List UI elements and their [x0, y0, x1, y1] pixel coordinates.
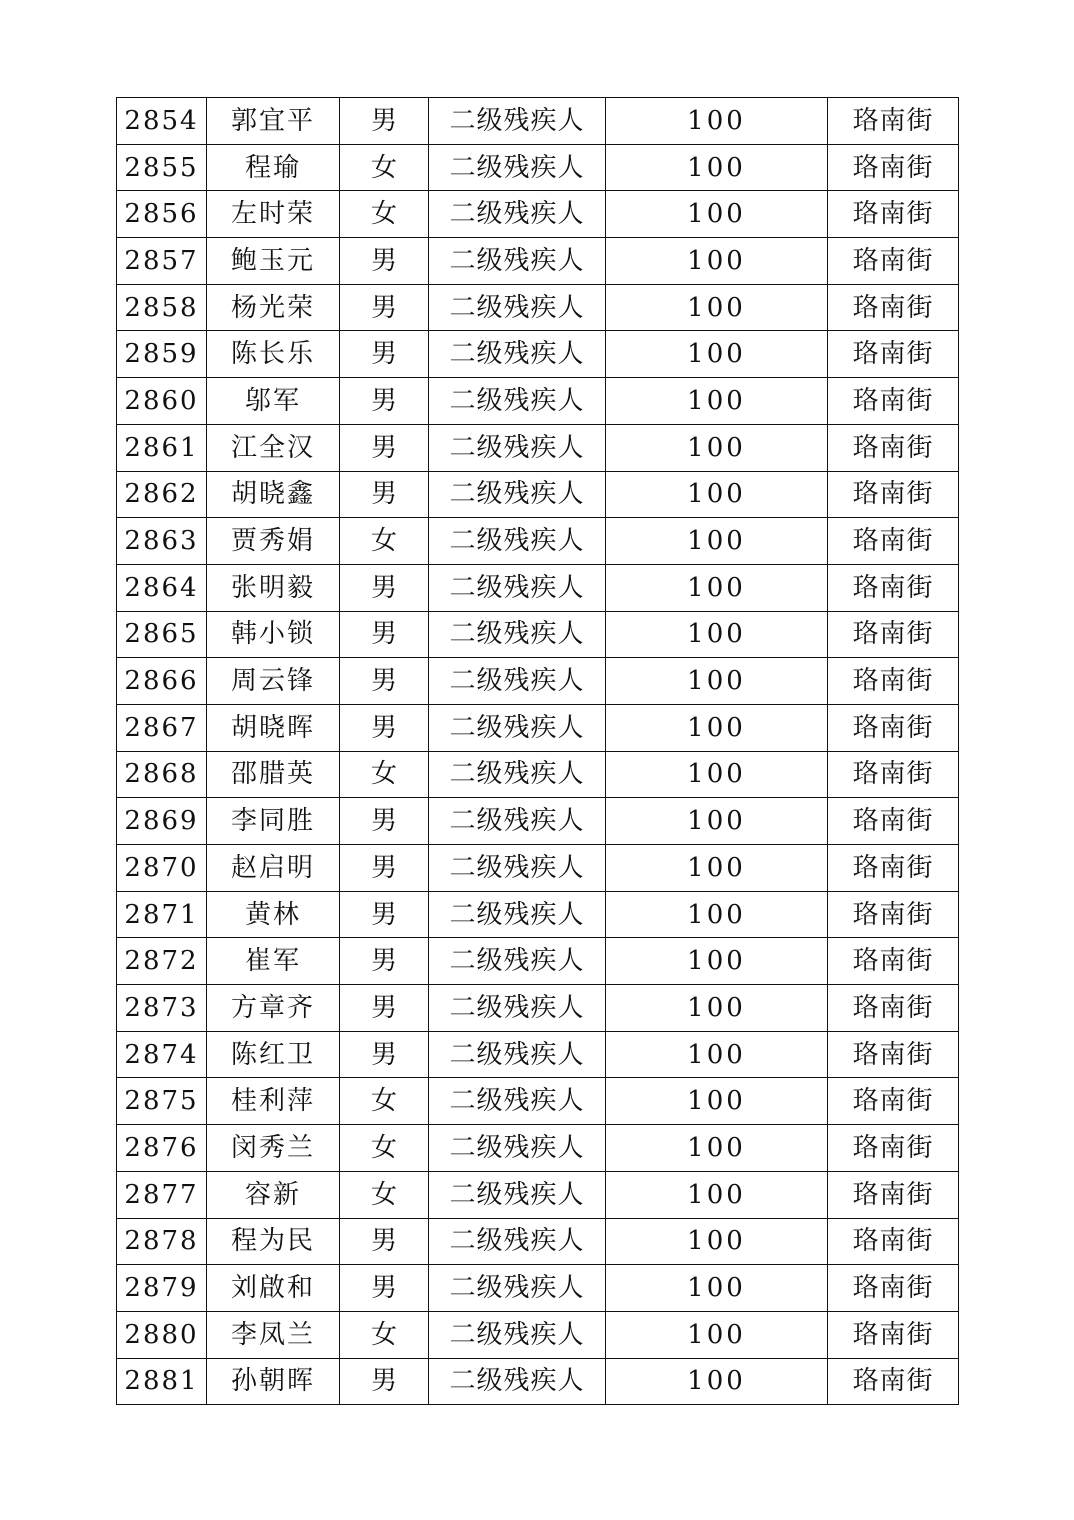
amount-cell: 100	[606, 751, 828, 798]
disability-level-cell: 二级残疾人	[429, 331, 606, 378]
name-cell: 赵启明	[207, 845, 340, 892]
table-row	[117, 331, 959, 378]
gender-cell: 男	[340, 798, 429, 845]
street-cell: 珞南街	[828, 891, 959, 938]
street-cell: 珞南街	[828, 378, 959, 425]
disability-level-cell: 二级残疾人	[429, 1265, 606, 1312]
gender-cell: 男	[340, 704, 429, 751]
disability-level-cell: 二级残疾人	[429, 1125, 606, 1172]
table-row	[117, 378, 959, 425]
amount-cell: 100	[606, 331, 828, 378]
roster-table-body	[117, 98, 959, 1405]
gender-cell: 男	[340, 564, 429, 611]
amount-cell: 100	[606, 658, 828, 705]
disability-level-cell: 二级残疾人	[429, 471, 606, 518]
disability-level-cell: 二级残疾人	[429, 564, 606, 611]
row-number-cell: 2872	[117, 938, 207, 985]
disability-level-cell: 二级残疾人	[429, 1358, 606, 1405]
street-cell: 珞南街	[828, 611, 959, 658]
gender-cell: 男	[340, 331, 429, 378]
amount-cell: 100	[606, 191, 828, 238]
name-cell: 李同胜	[207, 798, 340, 845]
name-cell: 郭宜平	[207, 98, 340, 145]
street-cell: 珞南街	[828, 1265, 959, 1312]
street-cell: 珞南街	[828, 238, 959, 285]
amount-cell: 100	[606, 378, 828, 425]
gender-cell: 男	[340, 1218, 429, 1265]
street-cell: 珞南街	[828, 985, 959, 1032]
row-number-cell: 2865	[117, 611, 207, 658]
street-cell: 珞南街	[828, 518, 959, 565]
disability-level-cell: 二级残疾人	[429, 1078, 606, 1125]
table-row	[117, 144, 959, 191]
gender-cell: 男	[340, 891, 429, 938]
gender-cell: 男	[340, 424, 429, 471]
gender-cell: 男	[340, 658, 429, 705]
disability-level-cell: 二级残疾人	[429, 798, 606, 845]
amount-cell: 100	[606, 704, 828, 751]
gender-cell: 男	[340, 471, 429, 518]
amount-cell: 100	[606, 891, 828, 938]
row-number-cell: 2867	[117, 704, 207, 751]
street-cell: 珞南街	[828, 1358, 959, 1405]
street-cell: 珞南街	[828, 845, 959, 892]
name-cell: 方章齐	[207, 985, 340, 1032]
disability-level-cell: 二级残疾人	[429, 144, 606, 191]
gender-cell: 男	[340, 1358, 429, 1405]
amount-cell: 100	[606, 985, 828, 1032]
gender-cell: 女	[340, 1311, 429, 1358]
name-cell: 李凤兰	[207, 1311, 340, 1358]
amount-cell: 100	[606, 564, 828, 611]
name-cell: 陈长乐	[207, 331, 340, 378]
name-cell: 刘啟和	[207, 1265, 340, 1312]
name-cell: 桂利萍	[207, 1078, 340, 1125]
gender-cell: 男	[340, 845, 429, 892]
table-row	[117, 471, 959, 518]
disability-level-cell: 二级残疾人	[429, 985, 606, 1032]
street-cell: 珞南街	[828, 284, 959, 331]
name-cell: 容新	[207, 1171, 340, 1218]
amount-cell: 100	[606, 144, 828, 191]
name-cell: 邵腊英	[207, 751, 340, 798]
gender-cell: 男	[340, 938, 429, 985]
street-cell: 珞南街	[828, 424, 959, 471]
row-number-cell: 2876	[117, 1125, 207, 1172]
row-number-cell: 2870	[117, 845, 207, 892]
name-cell: 贾秀娟	[207, 518, 340, 565]
street-cell: 珞南街	[828, 798, 959, 845]
amount-cell: 100	[606, 1265, 828, 1312]
name-cell: 崔军	[207, 938, 340, 985]
name-cell: 孙朝晖	[207, 1358, 340, 1405]
table-row	[117, 611, 959, 658]
table-row	[117, 1171, 959, 1218]
street-cell: 珞南街	[828, 658, 959, 705]
table-row	[117, 938, 959, 985]
amount-cell: 100	[606, 284, 828, 331]
row-number-cell: 2855	[117, 144, 207, 191]
gender-cell: 女	[340, 1125, 429, 1172]
amount-cell: 100	[606, 798, 828, 845]
disability-level-cell: 二级残疾人	[429, 284, 606, 331]
name-cell: 左时荣	[207, 191, 340, 238]
name-cell: 鲍玉元	[207, 238, 340, 285]
amount-cell: 100	[606, 1358, 828, 1405]
gender-cell: 男	[340, 378, 429, 425]
street-cell: 珞南街	[828, 1218, 959, 1265]
row-number-cell: 2880	[117, 1311, 207, 1358]
name-cell: 胡晓晖	[207, 704, 340, 751]
row-number-cell: 2863	[117, 518, 207, 565]
row-number-cell: 2877	[117, 1171, 207, 1218]
table-row	[117, 1358, 959, 1405]
amount-cell: 100	[606, 424, 828, 471]
name-cell: 江全汉	[207, 424, 340, 471]
row-number-cell: 2875	[117, 1078, 207, 1125]
street-cell: 珞南街	[828, 751, 959, 798]
street-cell: 珞南街	[828, 1125, 959, 1172]
amount-cell: 100	[606, 1218, 828, 1265]
row-number-cell: 2859	[117, 331, 207, 378]
row-number-cell: 2874	[117, 1031, 207, 1078]
street-cell: 珞南街	[828, 704, 959, 751]
gender-cell: 男	[340, 985, 429, 1032]
disability-level-cell: 二级残疾人	[429, 424, 606, 471]
gender-cell: 男	[340, 98, 429, 145]
amount-cell: 100	[606, 518, 828, 565]
name-cell: 陈红卫	[207, 1031, 340, 1078]
row-number-cell: 2878	[117, 1218, 207, 1265]
disability-level-cell: 二级残疾人	[429, 518, 606, 565]
street-cell: 珞南街	[828, 1311, 959, 1358]
table-row	[117, 1311, 959, 1358]
table-row	[117, 238, 959, 285]
disability-level-cell: 二级残疾人	[429, 938, 606, 985]
gender-cell: 男	[340, 284, 429, 331]
street-cell: 珞南街	[828, 144, 959, 191]
row-number-cell: 2871	[117, 891, 207, 938]
disability-level-cell: 二级残疾人	[429, 891, 606, 938]
row-number-cell: 2879	[117, 1265, 207, 1312]
street-cell: 珞南街	[828, 471, 959, 518]
amount-cell: 100	[606, 238, 828, 285]
street-cell: 珞南街	[828, 938, 959, 985]
table-row	[117, 798, 959, 845]
amount-cell: 100	[606, 1311, 828, 1358]
disability-level-cell: 二级残疾人	[429, 751, 606, 798]
amount-cell: 100	[606, 98, 828, 145]
name-cell: 闵秀兰	[207, 1125, 340, 1172]
amount-cell: 100	[606, 1078, 828, 1125]
name-cell: 黄林	[207, 891, 340, 938]
row-number-cell: 2868	[117, 751, 207, 798]
row-number-cell: 2864	[117, 564, 207, 611]
table-row	[117, 751, 959, 798]
amount-cell: 100	[606, 1125, 828, 1172]
street-cell: 珞南街	[828, 1031, 959, 1078]
table-row	[117, 98, 959, 145]
disability-level-cell: 二级残疾人	[429, 191, 606, 238]
gender-cell: 男	[340, 1031, 429, 1078]
street-cell: 珞南街	[828, 1171, 959, 1218]
table-row	[117, 1265, 959, 1312]
row-number-cell: 2861	[117, 424, 207, 471]
row-number-cell: 2858	[117, 284, 207, 331]
disability-level-cell: 二级残疾人	[429, 1171, 606, 1218]
gender-cell: 男	[340, 1265, 429, 1312]
table-row	[117, 284, 959, 331]
name-cell: 程瑜	[207, 144, 340, 191]
disability-level-cell: 二级残疾人	[429, 238, 606, 285]
gender-cell: 女	[340, 751, 429, 798]
name-cell: 邬军	[207, 378, 340, 425]
table-row	[117, 424, 959, 471]
name-cell: 韩小锁	[207, 611, 340, 658]
table-row	[117, 891, 959, 938]
row-number-cell: 2854	[117, 98, 207, 145]
row-number-cell: 2873	[117, 985, 207, 1032]
disability-level-cell: 二级残疾人	[429, 378, 606, 425]
gender-cell: 男	[340, 611, 429, 658]
street-cell: 珞南街	[828, 191, 959, 238]
amount-cell: 100	[606, 845, 828, 892]
table-row	[117, 1078, 959, 1125]
name-cell: 周云锋	[207, 658, 340, 705]
disability-level-cell: 二级残疾人	[429, 845, 606, 892]
row-number-cell: 2869	[117, 798, 207, 845]
table-row	[117, 1125, 959, 1172]
name-cell: 张明毅	[207, 564, 340, 611]
disability-level-cell: 二级残疾人	[429, 1311, 606, 1358]
table-row	[117, 564, 959, 611]
name-cell: 杨光荣	[207, 284, 340, 331]
street-cell: 珞南街	[828, 1078, 959, 1125]
subsidy-roster-table	[116, 97, 959, 1405]
gender-cell: 女	[340, 1171, 429, 1218]
amount-cell: 100	[606, 1031, 828, 1078]
gender-cell: 女	[340, 518, 429, 565]
row-number-cell: 2862	[117, 471, 207, 518]
row-number-cell: 2866	[117, 658, 207, 705]
table-row	[117, 1218, 959, 1265]
amount-cell: 100	[606, 471, 828, 518]
name-cell: 胡晓鑫	[207, 471, 340, 518]
gender-cell: 女	[340, 191, 429, 238]
street-cell: 珞南街	[828, 331, 959, 378]
amount-cell: 100	[606, 938, 828, 985]
table-row	[117, 191, 959, 238]
name-cell: 程为民	[207, 1218, 340, 1265]
table-row	[117, 985, 959, 1032]
row-number-cell: 2857	[117, 238, 207, 285]
amount-cell: 100	[606, 611, 828, 658]
row-number-cell: 2856	[117, 191, 207, 238]
table-row	[117, 1031, 959, 1078]
row-number-cell: 2881	[117, 1358, 207, 1405]
row-number-cell: 2860	[117, 378, 207, 425]
disability-level-cell: 二级残疾人	[429, 658, 606, 705]
disability-level-cell: 二级残疾人	[429, 1031, 606, 1078]
amount-cell: 100	[606, 1171, 828, 1218]
table-row	[117, 658, 959, 705]
table-row	[117, 845, 959, 892]
disability-level-cell: 二级残疾人	[429, 98, 606, 145]
gender-cell: 女	[340, 1078, 429, 1125]
disability-level-cell: 二级残疾人	[429, 704, 606, 751]
disability-level-cell: 二级残疾人	[429, 611, 606, 658]
disability-level-cell: 二级残疾人	[429, 1218, 606, 1265]
table-row	[117, 518, 959, 565]
gender-cell: 女	[340, 144, 429, 191]
street-cell: 珞南街	[828, 564, 959, 611]
street-cell: 珞南街	[828, 98, 959, 145]
gender-cell: 男	[340, 238, 429, 285]
table-row	[117, 704, 959, 751]
